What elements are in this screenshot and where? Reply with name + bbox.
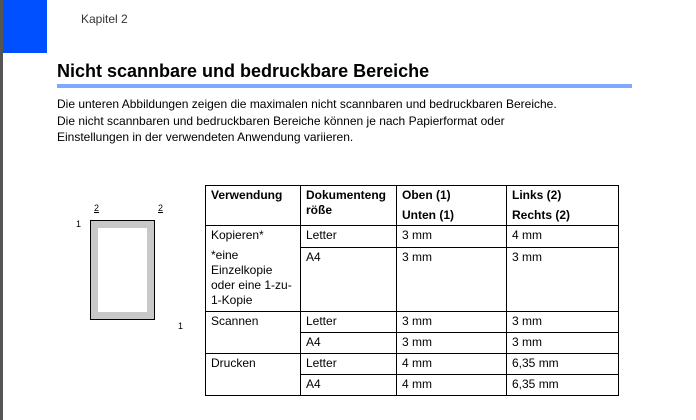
margin-label-top-left: 2 [94,203,100,213]
window-edge [0,0,3,420]
cell-top-bottom: 4 mm [397,354,507,375]
cell-size: Letter [301,312,397,333]
header-size: Dokumenteng röße [301,186,397,226]
cell-top-bottom: 3 mm [397,248,507,312]
copy-note: *eine Einzelkopie oder eine 1-zu-1-Kopie [211,248,292,307]
title-underline [57,84,632,88]
table-row [206,354,619,375]
cell-left-right: 6,35 mm [507,375,619,396]
cell-size: Letter [301,354,397,375]
cell-top-bottom: 4 mm [397,375,507,396]
intro-line: Die nicht scannbaren und bedruckbaren Bereiche können je nach Papierformat oder [57,113,505,128]
cell-size: A4 [301,248,397,312]
cell-left-right: 3 mm [507,333,619,354]
chapter-label: Kapitel 2 [81,12,128,26]
margin-label-left: 1 [76,219,82,229]
margin-label-top-right: 2 [158,203,164,213]
section-title: Nicht scannbare und bedruckbare Bereiche [57,61,430,81]
header-left-right: Links (2) Rechts (2) [507,186,619,226]
cell-use: Scannen [206,312,301,354]
cell-use: Drucken [206,354,301,396]
cell-size: A4 [301,375,397,396]
chapter-tab-marker [3,0,47,53]
margin-label-right: 1 [178,321,184,331]
header-top-bottom: Oben (1) Unten (1) [397,186,507,226]
intro-line: Die unteren Abbildungen zeigen die maximalen nicht scannbaren und bedruckbaren Bereiche. [57,97,557,111]
cell-top-bottom: 3 mm [397,226,507,248]
cell-left-right: 3 mm [507,248,619,312]
cell-left-right: 6,35 mm [507,354,619,375]
intro-line: Einstellungen in der verwendeten Anwendung variieren. [57,130,354,144]
table-row [206,312,619,333]
page-illustration [90,220,155,320]
margin-diagram [70,200,200,340]
margins-table [205,185,619,396]
header-use: Verwendung [206,186,301,226]
cell-top-bottom: 3 mm [397,333,507,354]
cell-left-right: 4 mm [507,226,619,248]
table-row [206,226,619,248]
cell-size: A4 [301,333,397,354]
cell-use: Kopieren* *eine Einzelkopie oder eine 1-zu-1-Kopie [206,226,301,312]
cell-size: Letter [301,226,397,248]
intro-paragraph [57,96,657,146]
cell-top-bottom: 3 mm [397,312,507,333]
cell-left-right: 3 mm [507,312,619,333]
table-header-row [206,186,619,226]
